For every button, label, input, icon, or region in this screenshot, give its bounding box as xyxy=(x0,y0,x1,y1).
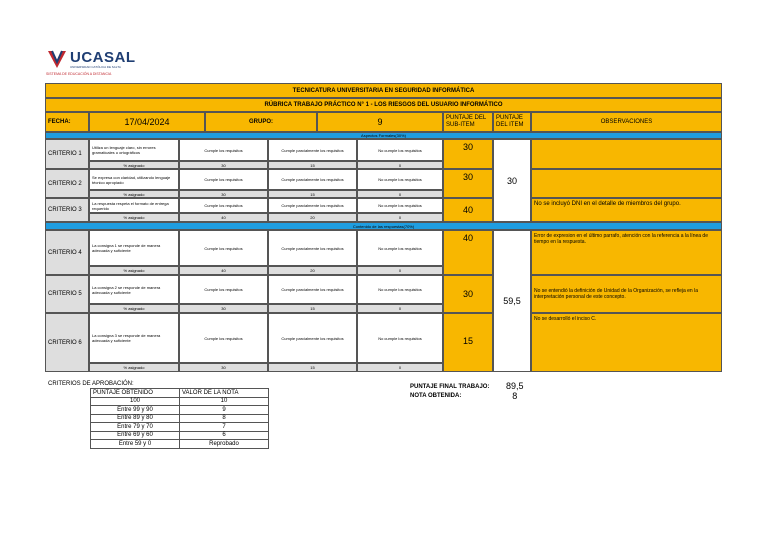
table-row xyxy=(91,414,269,423)
criterio-6-obs: No se desarrolló el inciso C. xyxy=(531,313,722,372)
approval-criteria xyxy=(48,381,269,449)
grades-grade: 10 xyxy=(180,397,269,406)
grades-grade: 8 xyxy=(180,414,269,423)
criterio-1-points-full: 30 xyxy=(179,161,268,169)
grades-score: Entre 99 y 90 xyxy=(91,406,180,415)
criterio-3-obs: No se incluyó DNI en el detalle de miembros del grupo. xyxy=(531,198,722,222)
grades-score: Entre 89 y 80 xyxy=(91,414,180,423)
criterio-1-assigned: % asignado xyxy=(89,161,179,169)
criterio-3-points-partial: 20 xyxy=(268,213,357,222)
criterio-1-obs xyxy=(531,139,722,169)
grades-grade: Reprobado xyxy=(180,440,269,449)
observaciones-header: OBSERVACIONES xyxy=(531,112,722,132)
final-labels xyxy=(410,383,489,401)
criterio-1-desc: Utiliza un lenguaje claro, sin errores gramaticales u ortográficos xyxy=(89,139,179,161)
criterio-2-assigned: % asignado xyxy=(89,190,179,198)
rubric-title: TECNICATURA UNIVERSITARIA EN SEGURIDAD INFORMÁTICA xyxy=(45,83,722,98)
criterio-5-points-full: 30 xyxy=(179,304,268,313)
criterio-6-desc: La consigna 3 se responde de manera adecuada y suficiente xyxy=(89,313,179,363)
grades-score: Entre 79 y 70 xyxy=(91,423,180,432)
criterio-1-partial: Cumple parcialmente los requisitos xyxy=(268,139,357,161)
criterio-3-partial: Cumple parcialmente los requisitos xyxy=(268,198,357,213)
table-row xyxy=(91,397,269,406)
nota-obtenida-label: NOTA OBTENIDA: xyxy=(410,393,462,399)
criterio-2-points-full: 30 xyxy=(179,190,268,198)
criterio-5-points-partial: 15 xyxy=(268,304,357,313)
ucasal-logo xyxy=(46,48,136,78)
criterio-3-score: 40 xyxy=(443,198,493,222)
criterio-2-none: No cumple los requisitos xyxy=(357,169,443,190)
grades-table xyxy=(90,388,269,449)
table-row xyxy=(91,423,269,432)
rubric-sheet xyxy=(45,83,722,373)
criterio-2-score: 30 xyxy=(443,169,493,198)
grupo-value: 9 xyxy=(317,112,443,132)
grupo-label: GRUPO: xyxy=(205,112,317,132)
criterio-1-points-partial: 15 xyxy=(268,161,357,169)
logo-name: UCASAL xyxy=(70,49,136,66)
criterio-3-none: No cumple los requisitos xyxy=(357,198,443,213)
rubric-subtitle: RÚBRICA TRABAJO PRÁCTICO N° 1 - LOS RIESGOS DEL USUARIO INFORMÁTICO xyxy=(45,98,722,112)
criterio-4-score: 40 xyxy=(443,230,493,275)
fecha-label: FECHA: xyxy=(45,112,89,132)
nota-obtenida-value: 8 xyxy=(512,391,518,401)
approval-title: CRITERIOS DE APROBACIÓN: xyxy=(48,381,134,387)
section-content: Contenido de las respuestas(70%) xyxy=(45,222,722,230)
puntaje-item-header: PUNTAJE DEL ITEM xyxy=(493,112,531,132)
criterio-6-points-partial: 15 xyxy=(268,363,357,372)
criterio-5-name: CRITERIO 5 xyxy=(45,275,89,313)
criterio-4-desc: La consigna 1 se responde de manera adecuada y suficiente xyxy=(89,230,179,266)
criterio-5-score: 30 xyxy=(443,275,493,313)
grades-grade: 6 xyxy=(180,431,269,440)
criterio-6-name: CRITERIO 6 xyxy=(45,313,89,372)
criterio-3-full: Cumple los requisitos xyxy=(179,198,268,213)
criterio-3-assigned: % asignado xyxy=(89,213,179,222)
criterio-5-partial: Cumple parcialmente los requisitos xyxy=(268,275,357,304)
puntaje-subitem-header: PUNTAJE DEL SUB-ITEM xyxy=(443,112,493,132)
grades-grade: 7 xyxy=(180,423,269,432)
criterio-1-score: 30 xyxy=(443,139,493,169)
criterio-2-name: CRITERIO 2 xyxy=(45,169,89,198)
criterio-4-obs: Error de expresion en el último parrafo, atención con la referencia a la línea de tiempo en la respuesta. xyxy=(531,230,722,275)
criterio-4-points-partial: 20 xyxy=(268,266,357,275)
grades-score: Entre 69 y 60 xyxy=(91,431,180,440)
logo-tagline: SISTEMA DE EDUCACIÓN A DISTANCIA xyxy=(46,72,112,76)
criterio-4-points-full: 40 xyxy=(179,266,268,275)
criterio-6-none: No cumple los requisitos xyxy=(357,313,443,363)
criterio-6-score: 15 xyxy=(443,313,493,372)
criterio-2-points-partial: 15 xyxy=(268,190,357,198)
criterio-3-desc: La respuesta respeta el formato de entrega requerido xyxy=(89,198,179,213)
criterio-1-full: Cumple los requisitos xyxy=(179,139,268,161)
criterio-1-none: No cumple los requisitos xyxy=(357,139,443,161)
item-score-formal: 30 xyxy=(493,139,531,222)
criterio-2-desc: Se expresa con claridad, utilizando lenguaje técnico apropiado xyxy=(89,169,179,190)
criterio-4-partial: Cumple parcialmente los requisitos xyxy=(268,230,357,266)
grades-score: Entre 59 y 0 xyxy=(91,440,180,449)
criterio-5-desc: La consigna 2 se responde de manera adecuada y suficiente xyxy=(89,275,179,304)
criterio-1-points-none: 0 xyxy=(357,161,443,169)
criterio-5-none: No cumple los requisitos xyxy=(357,275,443,304)
grades-score: 100 xyxy=(91,397,180,406)
fecha-value: 17/04/2024 xyxy=(89,112,205,132)
criterio-6-points-none: 0 xyxy=(357,363,443,372)
criterio-1-name: CRITERIO 1 xyxy=(45,139,89,169)
criterio-6-assigned: % asignado xyxy=(89,363,179,372)
criterio-5-points-none: 0 xyxy=(357,304,443,313)
criterio-2-points-none: 0 xyxy=(357,190,443,198)
criterio-6-points-full: 30 xyxy=(179,363,268,372)
table-row xyxy=(91,406,269,415)
criterio-2-full: Cumple los requisitos xyxy=(179,169,268,190)
criterio-2-obs xyxy=(531,169,722,198)
criterio-4-assigned: % asignado xyxy=(89,266,179,275)
criterio-2-partial: Cumple parcialmente los requisitos xyxy=(268,169,357,190)
criterio-6-partial: Cumple parcialmente los requisitos xyxy=(268,313,357,363)
criterio-4-none: No cumple los requisitos xyxy=(357,230,443,266)
puntaje-final-value: 89,5 xyxy=(506,381,524,391)
puntaje-final-label: PUNTAJE FINAL TRABAJO: xyxy=(410,384,490,390)
logo-subtitle: UNIVERSIDAD CATÓLICA DE SALTA xyxy=(70,65,121,69)
criterio-6-full: Cumple los requisitos xyxy=(179,313,268,363)
ucasal-shield-icon xyxy=(46,48,68,70)
item-score-content: 59,5 xyxy=(493,230,531,372)
table-row xyxy=(91,440,269,449)
criterio-5-assigned: % asignado xyxy=(89,304,179,313)
criterio-4-name: CRITERIO 4 xyxy=(45,230,89,275)
section-formal: Aspectos Formales(30%) xyxy=(45,132,722,139)
criterio-4-full: Cumple los requisitos xyxy=(179,230,268,266)
grades-header-grade: VALOR DE LA NOTA xyxy=(180,389,269,398)
criterio-4-points-none: 0 xyxy=(357,266,443,275)
grades-grade: 9 xyxy=(180,406,269,415)
criterio-3-points-none: 0 xyxy=(357,213,443,222)
criterio-3-points-full: 40 xyxy=(179,213,268,222)
criterio-3-name: CRITERIO 3 xyxy=(45,198,89,222)
criterio-5-obs: No se entendió la definición de Unidad de la Organización, se refleja en la interpretación personal de este concepto. xyxy=(531,275,722,313)
grades-header-score: PUNTAJE OBTENIDO xyxy=(91,389,180,398)
final-values xyxy=(506,381,524,401)
table-row xyxy=(91,431,269,440)
criterio-5-full: Cumple los requisitos xyxy=(179,275,268,304)
